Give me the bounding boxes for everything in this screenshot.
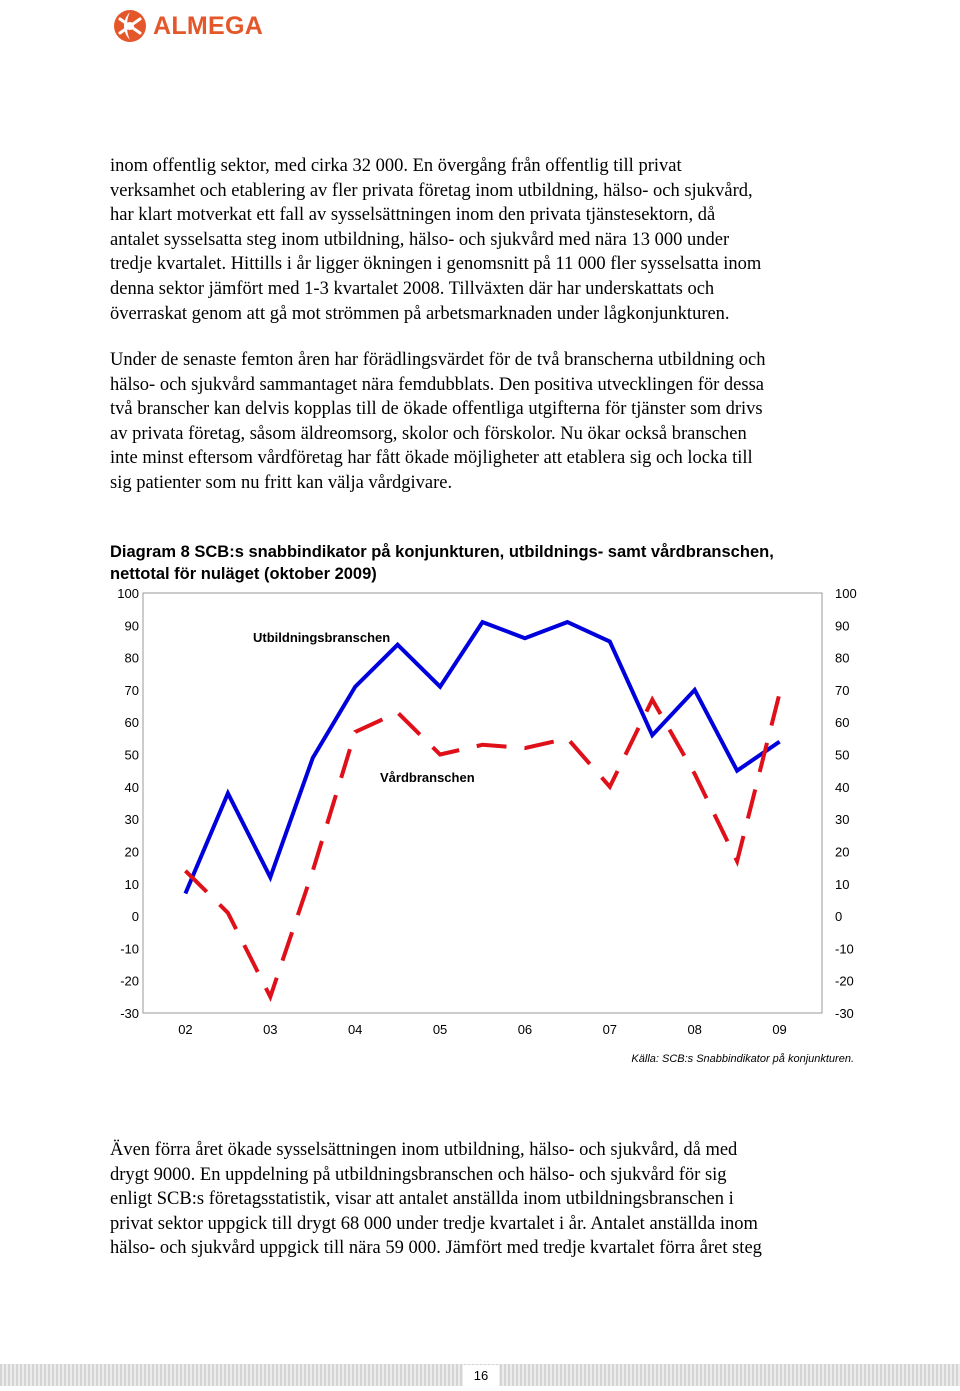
y-tick-label-right: 100 [835,586,857,601]
x-tick-label: 09 [772,1022,787,1037]
y-tick-label-left: 0 [131,909,139,925]
y-tick-label-right: 60 [835,715,850,731]
page-number: 16 [463,1365,499,1386]
y-tick-label-left: 40 [124,779,139,795]
y-tick-label-left: 50 [124,747,139,763]
logo-text: ALMEGA [153,11,264,40]
y-tick-label-right: -30 [835,1006,854,1021]
y-tick-label-right: 80 [835,650,850,666]
series-label: Utbildningsbranschen [253,630,391,645]
y-tick-label-right: 10 [835,876,850,892]
y-tick-label-left: 60 [124,715,139,731]
y-tick-label-right: 70 [835,682,850,698]
y-tick-label-left: 10 [124,876,139,892]
chart-source: Källa: SCB:s Snabbindikator på konjunkturen. [631,1053,854,1065]
series-label: Vårdbranschen [380,770,475,785]
y-tick-label-left: 30 [124,812,139,828]
y-tick-label-right: 30 [835,812,850,828]
paragraph-3: Även förra året ökade sysselsättningen inom utbildning, hälso- och sjukvård, då med drygt 9000. En uppdelning på utbildningsbranschen och hälso- och sjukvård för sig enligt SCB:s företagsstatistik, visar att antalet anställda inom utbildningsbranschen i privat sektor uppgick till drygt 68 000 under tredje kvartalet i år. Antalet anställda inom hälso- och sjukvård uppgick till nära 59 000. Jämfört med tredje kvartalet förra året steg [110,1140,762,1259]
y-tick-label-left: -30 [120,1006,139,1021]
y-tick-label-right: 50 [835,747,850,763]
y-tick-label-right: -20 [835,973,854,989]
x-tick-label: 06 [517,1022,533,1037]
y-tick-label-left: -20 [120,973,139,989]
series-line-vardbranschen [185,693,779,997]
paragraph-2: Under de senaste femton åren har förädlingsvärdet för de två branscherna utbildning och hälso- och sjukvård sammantaget nära femdubblats. Den positiva utvecklingen för dessa två branscher kan delvis kopplas till de ökade offentliga utgifterna för tjänster som drivs av privata företag, såsom äldreomsorg, skolor och förskolor. Nu ökar också branschen inte minst eftersom vårdföretag har fått ökade möjligheter att etablera sig och locka till sig patienter som nu fritt kan välja vårdgivare. [110,350,766,493]
y-tick-label-left: 20 [124,844,139,860]
paragraph-1: inom offentlig sektor, med cirka 32 000. En övergång från offentlig till privat verksamhet och etablering av fler privata företag inom utbildning, hälso- och sjukvård, har klart motverkat ett fall av sysselsättningen inom den privata tjänstesektorn, då antalet sysselsatta steg inom utbildning, hälso- och sjukvård med nära 13 000 under tredje kvartalet. Hittills i år ligger ökningen i genomsnitt på 11 000 fler sysselsatta inom denna sektor jämfört med 1-3 kvartalet 2008. Tillväxten där har underskattats och överraskat genom att gå mot strömmen på arbetsmarknaden under lågkonjunkturen. [110,156,762,324]
y-tick-label-right: 0 [835,909,843,925]
x-tick-label: 07 [602,1022,618,1037]
y-tick-label-left: 90 [124,618,139,634]
x-tick-label: 05 [432,1022,448,1037]
y-tick-label-right: -10 [835,941,854,957]
y-tick-label-right: 90 [835,618,850,634]
x-tick-label: 03 [263,1022,278,1037]
x-tick-label: 08 [687,1022,702,1037]
x-tick-label: 02 [178,1022,193,1037]
y-tick-label-left: 70 [124,682,139,698]
y-tick-label-left: 80 [124,650,139,666]
x-tick-label: 04 [347,1022,363,1037]
series-line-utbildningsbranschen [185,622,779,893]
y-tick-label-right: 20 [835,844,850,860]
y-tick-label-left: -10 [120,941,139,957]
diagram-title: Diagram 8 SCB:s snabbindikator på konjunkturen, utbildnings- samt vårdbranschen, nettotal för nuläget (oktober 2009) [110,543,774,583]
y-tick-label-left: 100 [117,586,139,601]
y-tick-label-right: 40 [835,779,850,795]
